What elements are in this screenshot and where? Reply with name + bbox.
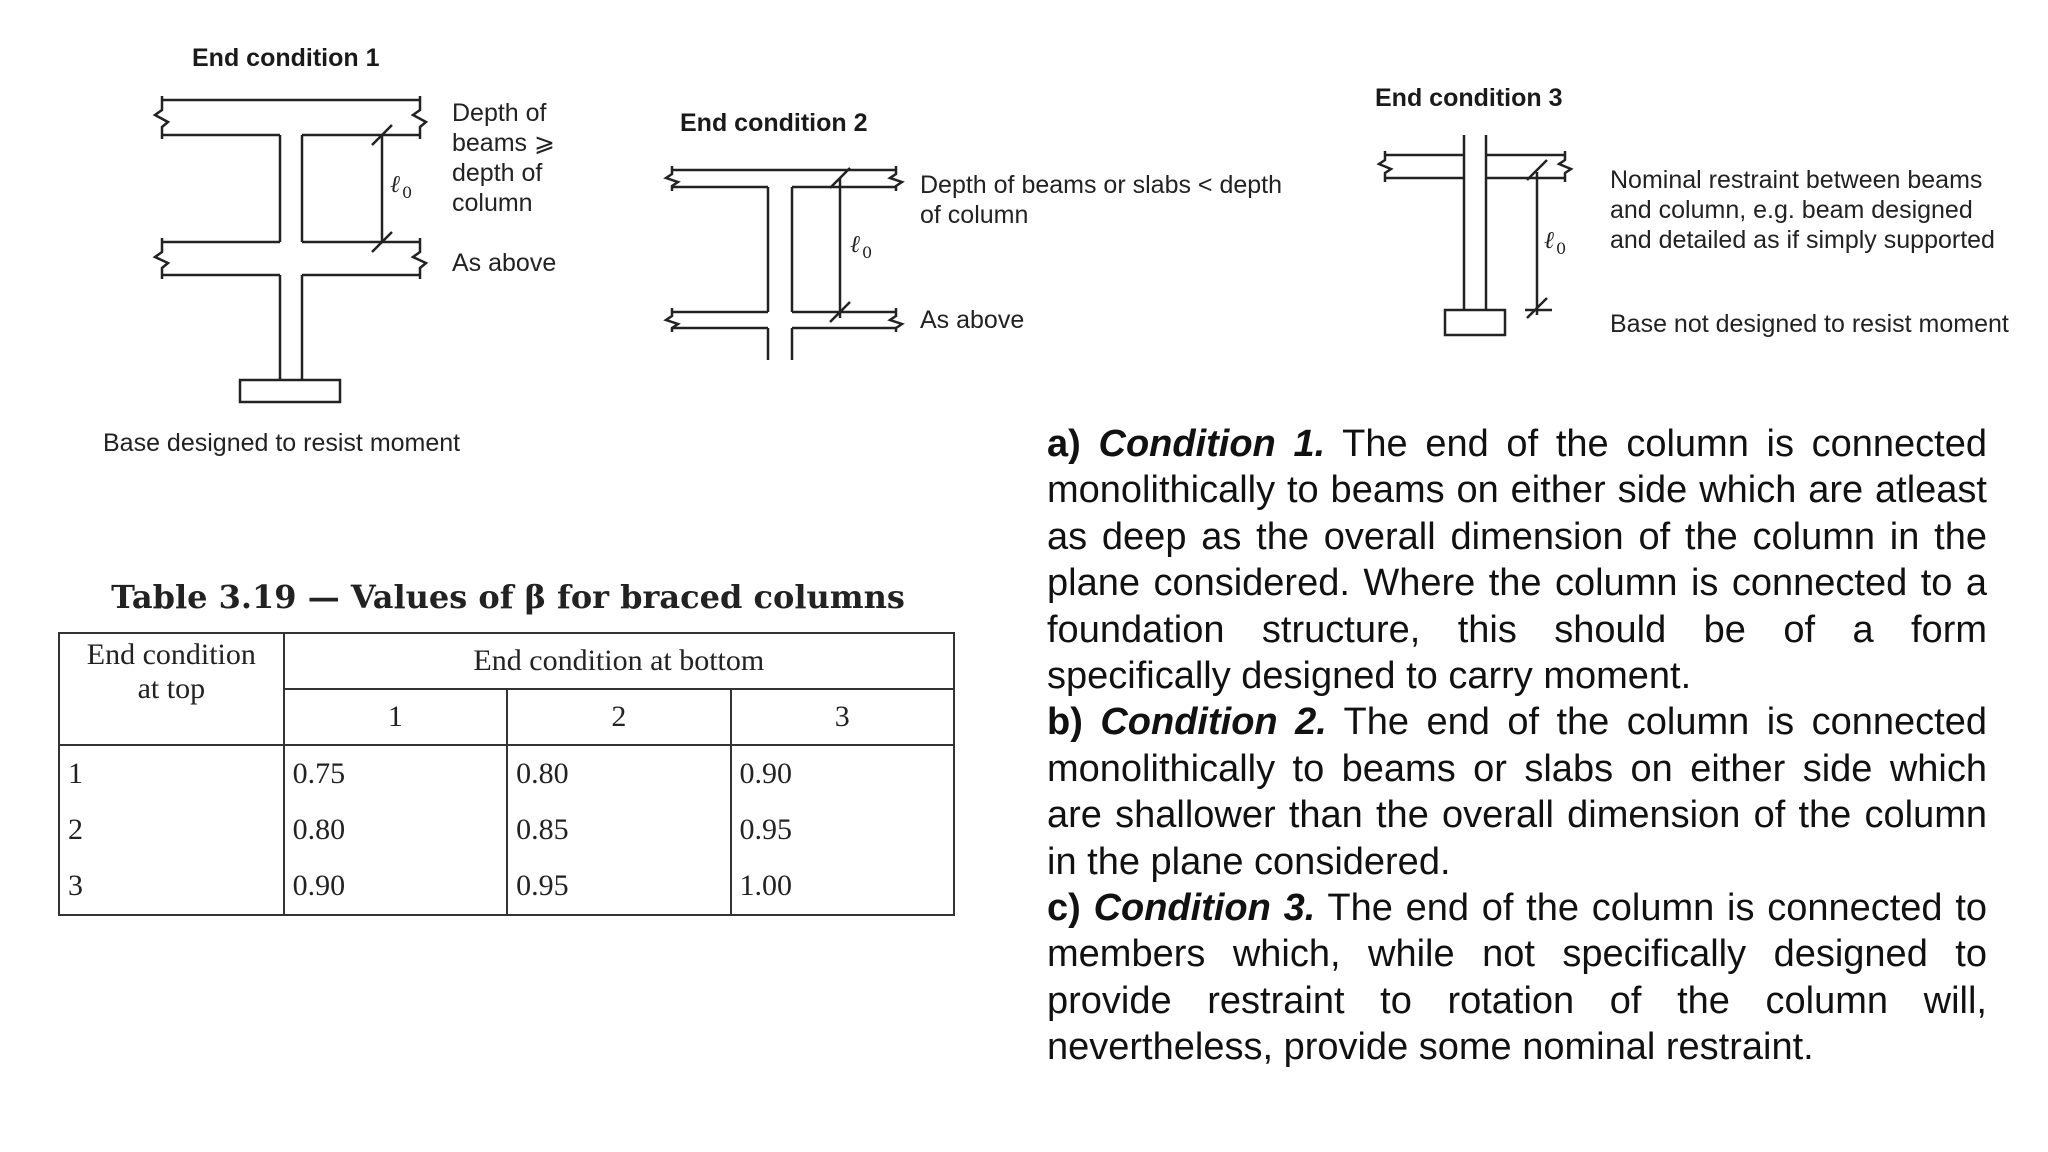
cond3-length-symbol: ℓ [1544, 226, 1554, 254]
cond3-length-subscript: 0 [1556, 239, 1567, 258]
cond2-top-note: Depth of beams or slabs < depth of column [920, 171, 1283, 229]
conditions-description [1047, 421, 1987, 1071]
table-cell: 0.85 [507, 802, 730, 858]
condition-c-lead: c) [1047, 887, 1081, 930]
table-cell: 0.90 [731, 745, 954, 802]
end-condition-3-title: End condition 3 [1375, 84, 1563, 112]
end-condition-3-diagram [1300, 0, 1660, 420]
cond2-length-symbol: ℓ [850, 230, 860, 258]
table-cell: 1.00 [731, 858, 954, 915]
table-caption: Table 3.19 — Values of β for braced columns [111, 578, 905, 616]
table-row [59, 802, 954, 858]
condition-a-lead: a) [1047, 423, 1081, 465]
condition-b-paragraph [1047, 699, 1987, 885]
condition-a-name: Condition 1. [1098, 423, 1326, 465]
end-condition-1-title: End condition 1 [192, 44, 380, 72]
condition-c-paragraph [1047, 885, 1987, 1071]
condition-a-paragraph [1047, 421, 1987, 699]
beta-values-table [58, 632, 955, 916]
col-group-header: End condition at bottom [284, 633, 954, 689]
table-row [59, 858, 954, 915]
table-cell: 0.75 [284, 745, 507, 802]
table-cell: 0.90 [284, 858, 507, 915]
condition-b-lead: b) [1047, 701, 1083, 744]
cond1-length-symbol: ℓ [390, 170, 400, 198]
table-cell: 0.95 [507, 858, 730, 915]
cond2-length-subscript: 0 [862, 243, 873, 262]
col-header: 2 [507, 689, 730, 745]
condition-b-text: The end of the column is connected monolithically to beams or slabs on either side which are shallower than the overall dimension of the column in the plane considered. [1047, 701, 1987, 883]
cond1-top-note: Depth of beams ⩾ depth of column [452, 99, 555, 217]
row-header-cell: End condition at top [59, 633, 284, 745]
table-cell: 0.80 [284, 802, 507, 858]
end-condition-2-diagram [0, 0, 1050, 420]
condition-a-text: The end of the column is connected monolithically to beams on either side which are atleast as deep as the overall dimension of the column in the plane considered. Where the column is connected to a foundation structure, this should be of a form specifically designed to carry moment. [1047, 423, 1988, 698]
condition-b-name: Condition 2. [1100, 701, 1327, 744]
cond2-bottom-note: As above [920, 306, 1025, 334]
row-label: 3 [59, 858, 284, 915]
cond3-base-note: Base not designed to resist moment [1610, 310, 2009, 338]
row-label: 2 [59, 802, 284, 858]
table-header-row [59, 633, 954, 689]
table-cell: 0.95 [731, 802, 954, 858]
col-header: 3 [731, 689, 954, 745]
col-header: 1 [284, 689, 507, 745]
cond1-mid-note: As above [452, 249, 557, 277]
condition-c-text: The end of the column is connected to members which, while not specifically designed to provide restraint to rotation of the column will, nevertheless, provide some nominal restraint. [1047, 887, 1988, 1069]
end-condition-2-title: End condition 2 [680, 109, 868, 137]
table-cell: 0.80 [507, 745, 730, 802]
table-row [59, 745, 954, 802]
condition-c-name: Condition 3. [1093, 887, 1316, 930]
cond3-top-note: Nominal restraint between beams and column, e.g. beam designed and detailed as if simply supported [1610, 166, 1995, 254]
cond1-length-subscript: 0 [402, 183, 413, 202]
cond1-base-note: Base designed to resist moment [103, 429, 461, 457]
row-label: 1 [59, 745, 284, 802]
